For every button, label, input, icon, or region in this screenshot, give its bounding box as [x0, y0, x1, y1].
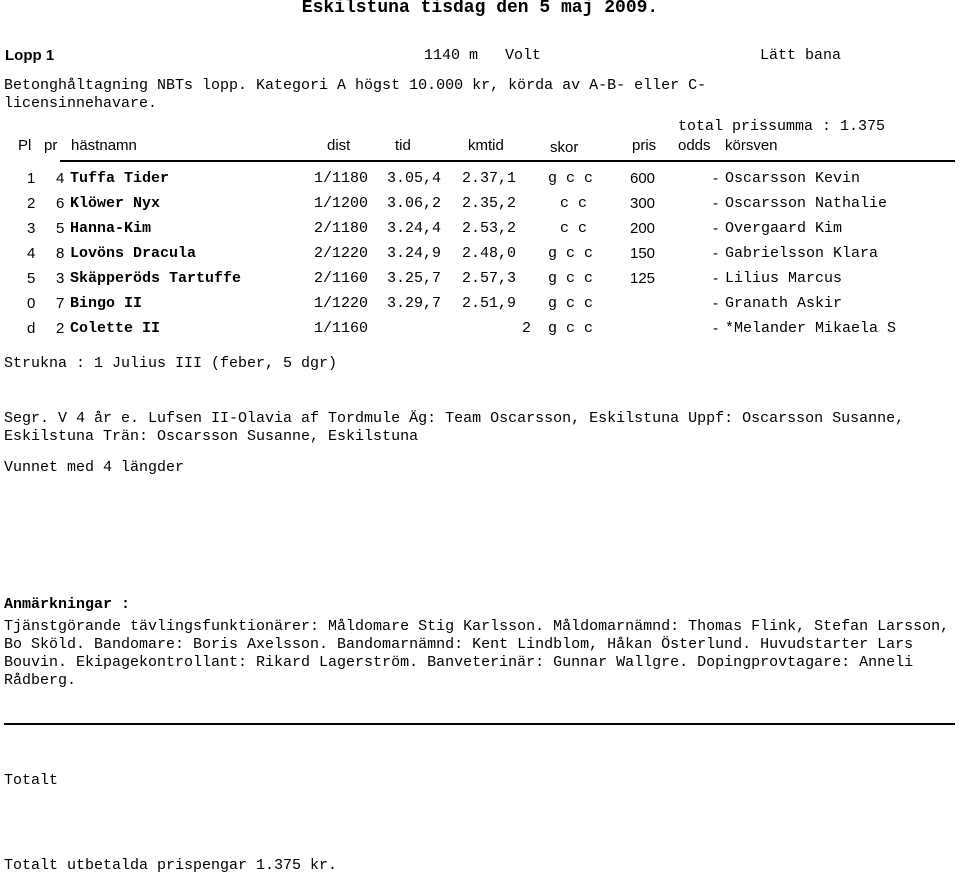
kmtid-cell: 2.51,9 — [462, 295, 517, 312]
odds-cell: - — [713, 170, 718, 187]
pl-cell: 2 — [27, 195, 36, 212]
driver-cell: Gabrielsson Klara — [725, 245, 879, 262]
pl-cell: 1 — [27, 170, 36, 187]
header-rule — [60, 160, 955, 162]
remarks-label: Anmärkningar : — [4, 596, 131, 613]
pr-cell: 4 — [56, 170, 65, 187]
odds-cell: - — [713, 245, 718, 262]
tid-cell: 3.24,4 — [387, 220, 442, 237]
kmtid-cell: 2.37,1 — [462, 170, 517, 187]
table-row — [0, 295, 960, 317]
table-row — [0, 320, 960, 342]
kmtid-cell: 2.48,0 — [462, 245, 517, 262]
driver-cell: Oscarsson Kevin — [725, 170, 861, 187]
pris-cell: 200 — [630, 220, 656, 237]
pris-cell: 150 — [630, 245, 656, 262]
table-row — [0, 270, 960, 292]
table-row — [0, 220, 960, 242]
dist-cell: 1/1220 — [314, 295, 369, 312]
col-dist: dist — [327, 137, 351, 154]
race-start-type: Volt — [505, 47, 542, 64]
dist-cell: 2/1180 — [314, 220, 369, 237]
race-distance: 1140 m — [424, 47, 479, 64]
race-description: Betonghåltagning NBTs lopp. Kategori A högst 10.000 kr, körda av A-B- eller C-licensinnehavare. — [4, 77, 707, 112]
driver-cell: Lilius Marcus — [725, 270, 843, 287]
winner-info: Segr. V 4 år e. Lufsen II-Olavia af Tordmule Äg: Team Oscarsson, Eskilstuna Uppf: Oscarsson Susanne, Eskilstuna Trän: Oscarsson Susanne, Eskilstuna — [4, 410, 905, 445]
pr-cell: 3 — [56, 270, 65, 287]
scratched-note: Strukna : 1 Julius III (feber, 5 dgr) — [4, 355, 338, 372]
horse-cell: Klöwer Nyx — [70, 195, 161, 212]
table-row — [0, 245, 960, 267]
skor-cell: g c c — [548, 170, 594, 187]
dist-cell: 1/1200 — [314, 195, 369, 212]
tid-cell: 3.05,4 — [387, 170, 442, 187]
tid-cell: 3.29,7 — [387, 295, 442, 312]
col-kmtid: kmtid — [468, 137, 504, 154]
pris-cell: 300 — [630, 195, 656, 212]
horse-cell: Hanna-Kim — [70, 220, 152, 237]
pr-cell: 7 — [56, 295, 65, 312]
skor-cell: g c c — [548, 270, 594, 287]
race-track: Lätt bana — [760, 47, 842, 64]
table-row — [0, 195, 960, 217]
pris-cell: 125 — [630, 270, 656, 287]
winning-margin: Vunnet med 4 längder — [4, 459, 185, 476]
skor-cell: c c — [560, 195, 588, 212]
col-odds: odds — [678, 137, 711, 154]
driver-cell: Overgaard Kim — [725, 220, 843, 237]
driver-cell: *Melander Mikaela S — [725, 320, 897, 337]
pr-cell: 5 — [56, 220, 65, 237]
odds-cell: - — [713, 320, 718, 337]
dist-cell: 2/1160 — [314, 270, 369, 287]
remarks-text: Tjänstgörande tävlingsfunktionärer: Måldomare Stig Karlsson. Måldomarnämnd: Thomas Flink, Stefan Larsson, Bo Sköld. Bandomare: Boris Axelsson. Bandomarnämnd: Kent Lindblom, Håkan Österlund. Huvudstarter Lars Bouvin. Ekipagekontrollant: Rikard Lagerström. Banveterinär: Gunnar Wallgre. Dopingprovtagare: Anneli Rådberg. — [4, 618, 950, 689]
skor-cell: g c c — [548, 245, 594, 262]
totalt-label: Totalt — [4, 772, 59, 789]
horse-cell: Tuffa Tider — [70, 170, 170, 187]
tid-cell: 3.06,2 — [387, 195, 442, 212]
pris-cell: 600 — [630, 170, 656, 187]
horse-cell: Colette II — [70, 320, 161, 337]
kmtid-cell: 2.57,3 — [462, 270, 517, 287]
skor-cell: c c — [560, 220, 588, 237]
pl-cell: 4 — [27, 245, 36, 262]
col-pris: pris — [632, 137, 657, 154]
horse-cell: Lovöns Dracula — [70, 245, 197, 262]
page-title: Eskilstuna tisdag den 5 maj 2009. — [301, 0, 659, 18]
pl-cell: d — [27, 320, 36, 337]
odds-cell: - — [713, 195, 718, 212]
horse-cell: Bingo II — [70, 295, 143, 312]
horse-cell: Skäpperöds Tartuffe — [70, 270, 242, 287]
odds-cell: - — [713, 270, 718, 287]
pr-cell: 2 — [56, 320, 65, 337]
kmtid-cell: 2.53,2 — [462, 220, 517, 237]
pl-cell: 0 — [27, 295, 36, 312]
total-prize: total prissumma : 1.375 — [678, 118, 886, 135]
skor-cell: g c c — [548, 320, 594, 337]
col-driver: körsven — [725, 137, 778, 154]
driver-cell: Granath Askir — [725, 295, 843, 312]
pr-cell: 8 — [56, 245, 65, 262]
table-row — [0, 170, 960, 192]
dist-cell: 1/1180 — [314, 170, 369, 187]
col-pr: pr — [44, 137, 58, 154]
col-pl: Pl — [18, 137, 32, 154]
odds-cell: - — [713, 295, 718, 312]
tid-cell: 3.25,7 — [387, 270, 442, 287]
odds-cell: - — [713, 220, 718, 237]
footer-rule — [4, 723, 955, 725]
col-tid: tid — [395, 137, 411, 154]
col-skor: skor — [550, 139, 579, 156]
dist-cell: 2/1220 — [314, 245, 369, 262]
dist-cell: 1/1160 — [314, 320, 369, 337]
driver-cell: Oscarsson Nathalie — [725, 195, 888, 212]
col-horse: hästnamn — [71, 137, 137, 154]
tid-cell: 3.24,9 — [387, 245, 442, 262]
pr-cell: 6 — [56, 195, 65, 212]
kmtid-cell: 2 — [522, 320, 532, 337]
kmtid-cell: 2.35,2 — [462, 195, 517, 212]
total-paid: Totalt utbetalda prispengar 1.375 kr. — [4, 857, 338, 874]
pl-cell: 5 — [27, 270, 36, 287]
race-label: Lopp 1 — [5, 47, 55, 64]
pl-cell: 3 — [27, 220, 36, 237]
skor-cell: g c c — [548, 295, 594, 312]
